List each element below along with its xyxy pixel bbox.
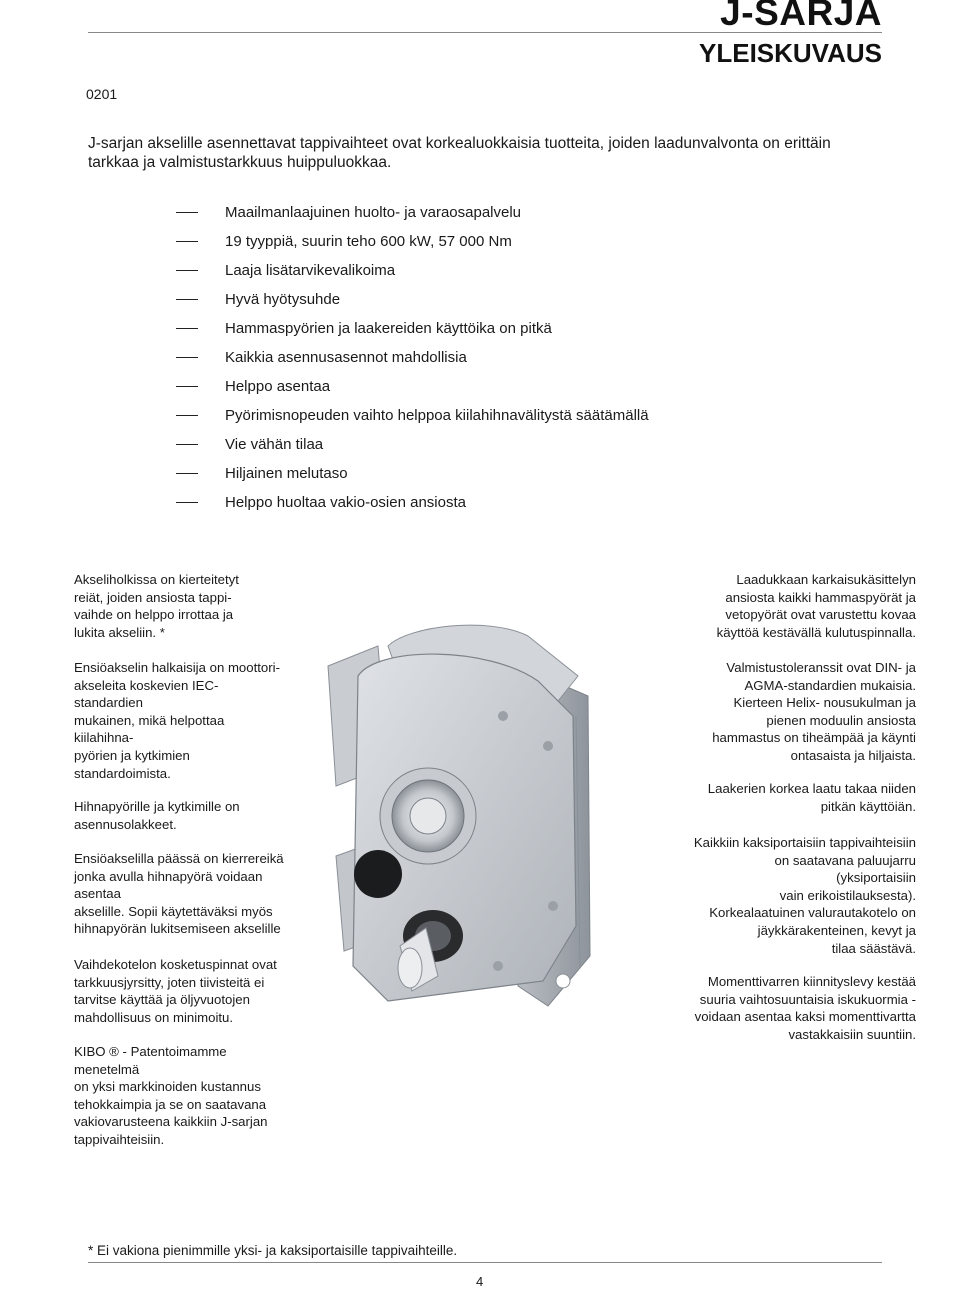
feature-item <box>176 401 649 430</box>
feature-list <box>176 198 649 517</box>
dash-icon <box>176 357 198 358</box>
left-note: KIBO ® - Patentoimamme menetelmä on yksi markkinoiden kustannus tehokkaimpia ja se on saatavana vakiovarusteena kaikkiin J-sarjan tappivaihteisiin. <box>74 1044 268 1147</box>
feature-item <box>176 314 649 343</box>
feature-text: 19 tyyppiä, suurin teho 600 kW, 57 000 Nm <box>225 233 512 250</box>
dash-icon <box>176 328 198 329</box>
footer-divider <box>88 1262 882 1263</box>
right-note: Valmistustoleranssit ovat DIN- ja AGMA-standardien mukaisia. Kierteen Helix- nousukulman ja pienen moduulin ansiosta hammastus on tiheämpää ja käynti ontasaista ja hiljaista. <box>712 660 916 763</box>
feature-item <box>176 256 649 285</box>
dash-icon <box>176 473 198 474</box>
left-note: Akseliholkissa on kierteitetyt reiät, joiden ansiosta tappi- vaihde on helppo irrottaa ja lukita akseliin. * <box>74 572 239 640</box>
feature-item <box>176 343 649 372</box>
gearbox-illustration <box>318 606 638 1026</box>
feature-text: Pyörimisnopeuden vaihto helppoa kiilahihnavälitystä säätämällä <box>225 407 649 424</box>
feature-text: Kaikkia asennusasennot mahdollisia <box>225 349 467 366</box>
feature-item <box>176 488 649 517</box>
feature-text: Helppo asentaa <box>225 378 331 395</box>
left-note: Ensiöakselilla päässä on kierrereikä jonka avulla hihnapyörä voidaan asentaa akselille. Sopii käytettäväksi myös hihnapyörän lukitsemiseen akselille <box>74 851 284 937</box>
left-note: Ensiöakselin halkaisija on moottori- akseleita koskevien IEC- standardien mukainen, mikä helpottaa kiilahihna- pyörien ja kytkimien standardoimista. <box>74 660 280 781</box>
footnote: * Ei vakiona pienimmille yksi- ja kaksiportaisille tappivaihteille. <box>88 1243 458 1258</box>
feature-text: Hiljainen melutaso <box>225 465 348 482</box>
right-note: Laadukkaan karkaisukäsittelyn ansiosta kaikki hammaspyörät ja vetopyörät ovat varustettu kovaa käyttöä kestävällä kulutuspinnalla. <box>716 572 916 640</box>
feature-item <box>176 227 649 256</box>
feature-item <box>176 285 649 314</box>
feature-text: Hammaspyörien ja laakereiden käyttöika on pitkä <box>225 320 552 337</box>
right-note: Kaikkiin kaksiportaisiin tappivaihteisiin on saatavana paluujarru (yksiportaisiin vain erikoistilauksesta). Korkealaatuinen valurautakotelo on jäykkärakenteinen, kevyt ja tilaa säästävä. <box>693 835 916 956</box>
left-note: Vaihdekotelon kosketuspinnat ovat tarkkuusjyrsitty, joten tiivisteitä ei tarvitse käyttää ja öljyvuotojen mahdollisuus on minimoitu. <box>74 957 277 1025</box>
feature-item <box>176 430 649 459</box>
dash-icon <box>176 241 198 242</box>
header-divider <box>88 32 882 33</box>
page-number: 4 <box>476 1274 484 1289</box>
page-title: J-SARJA <box>720 0 882 33</box>
page-code: 0201 <box>86 86 118 102</box>
feature-text: Maailmanlaajuinen huolto- ja varaosapalvelu <box>225 204 522 221</box>
feature-text: Vie vähän tilaa <box>225 436 324 453</box>
intro-paragraph: J-sarjan akselille asennettavat tappivaihteet ovat korkealuokkaisia tuotteita, joiden laadunvalvonta on erittäin tarkkaa ja valmistustarkkuus huippuluokkaa. <box>88 135 831 171</box>
right-note: Momenttivarren kiinnityslevy kestää suuria vaihtosuuntaisia iskukuormia - voidaan asentaa kaksi momenttivartta vastakkaisiin suuntiin. <box>694 974 916 1042</box>
dash-icon <box>176 502 198 503</box>
dash-icon <box>176 299 198 300</box>
feature-text: Hyvä hyötysuhde <box>225 291 341 308</box>
feature-item <box>176 372 649 401</box>
feature-item <box>176 198 649 227</box>
feature-text: Laaja lisätarvikevalikoima <box>225 262 396 279</box>
left-note: Hihnapyörille ja kytkimille on asennusolakkeet. <box>74 799 240 832</box>
right-note: Laakerien korkea laatu takaa niiden pitkän käyttöiän. <box>707 781 916 814</box>
feature-item <box>176 459 649 488</box>
dash-icon <box>176 415 198 416</box>
dash-icon <box>176 444 198 445</box>
page-subtitle: YLEISKUVAUS <box>699 38 882 68</box>
dash-icon <box>176 270 198 271</box>
dash-icon <box>176 386 198 387</box>
dash-icon <box>176 212 198 213</box>
feature-text: Helppo huoltaa vakio-osien ansiosta <box>225 494 466 511</box>
